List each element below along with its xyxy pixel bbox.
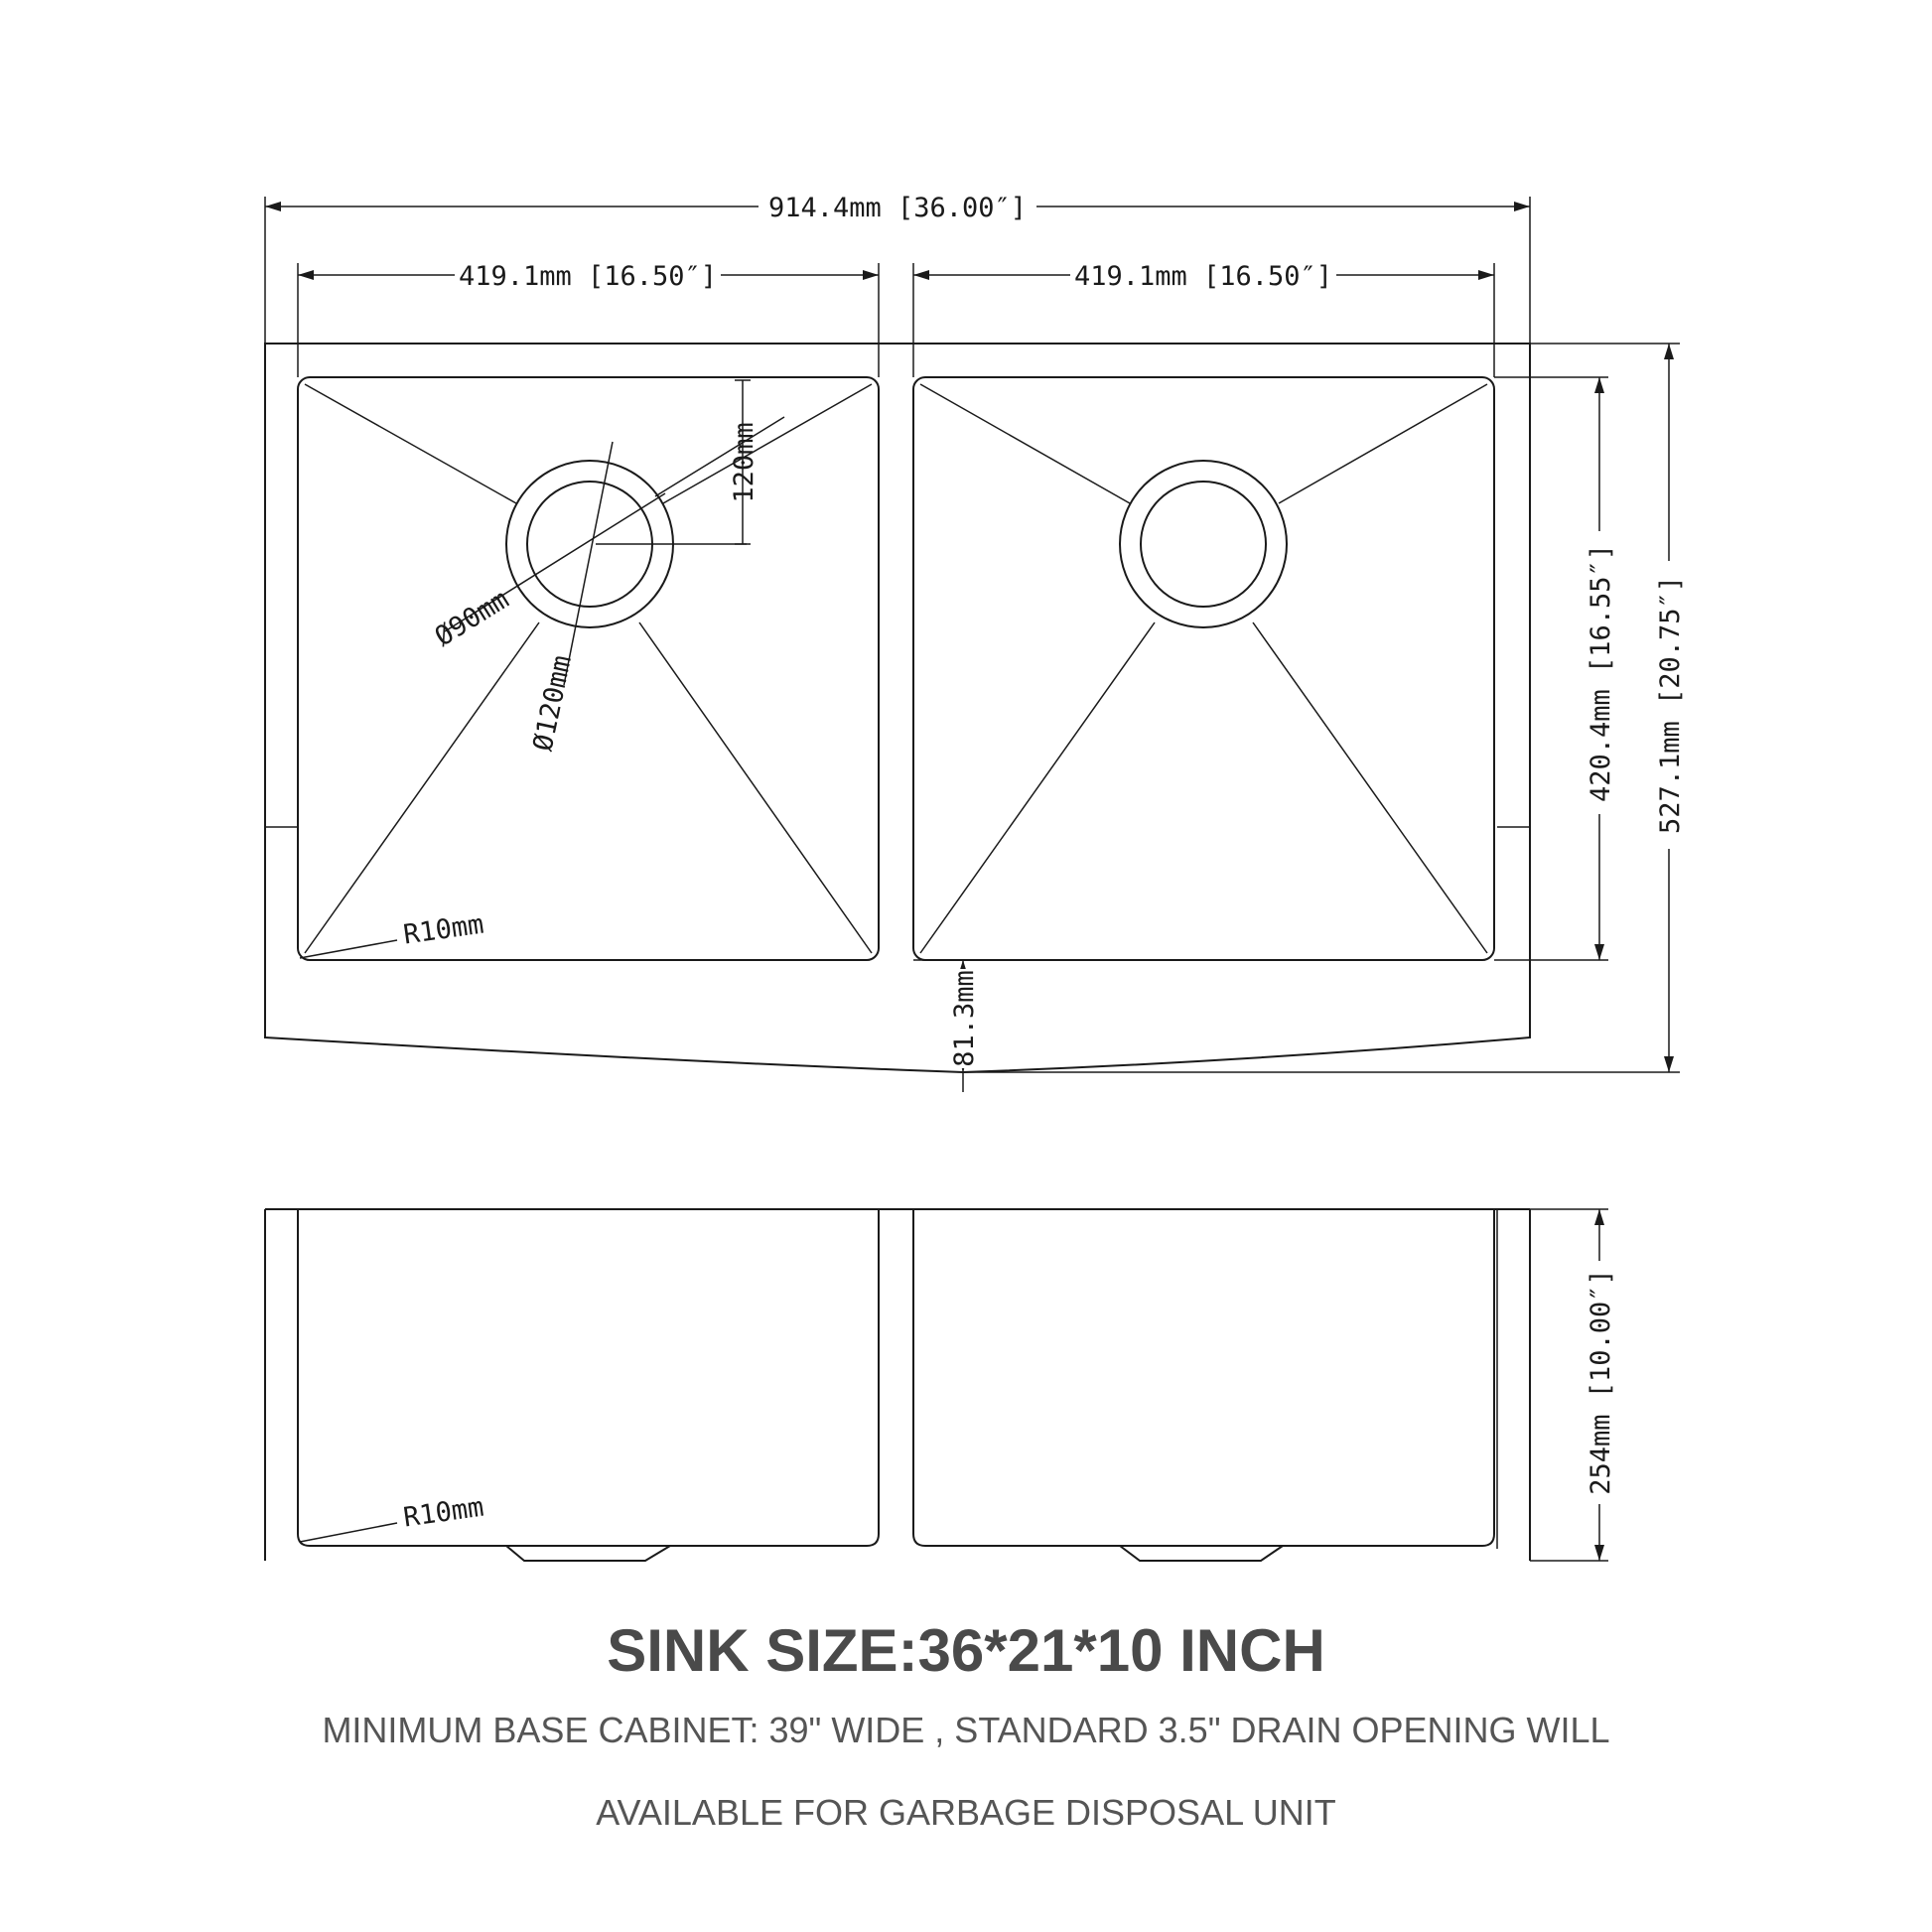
drain-offset-leader xyxy=(655,417,784,496)
drain-diameter-leader-outer xyxy=(564,442,613,685)
overall-width-arrow-left xyxy=(265,202,281,211)
corner-radius-leader-top xyxy=(300,940,397,958)
front-left-bowl xyxy=(298,1209,879,1546)
left-bowl-slope-bl xyxy=(305,622,539,953)
right-bowl-slope-br xyxy=(1253,622,1487,953)
left-bowl-outline xyxy=(298,377,879,960)
right-bowl-width-arrow-right xyxy=(1478,270,1494,280)
front-left-drain xyxy=(506,1546,670,1561)
left-bowl-slope-tl xyxy=(305,384,516,503)
right-bowl-slope-tl xyxy=(920,384,1130,503)
right-bowl-slope-tr xyxy=(1279,384,1487,503)
left-bowl-width-arrow-left xyxy=(298,270,314,280)
cabinet-note-line-1: MINIMUM BASE CABINET: 39" WIDE , STANDARD 3.5" DRAIN OPENING WILL xyxy=(322,1710,1610,1750)
corner-radius-leader-front xyxy=(300,1523,397,1542)
apron-height-label: 81.3mm xyxy=(949,970,980,1067)
left-bowl-slope-tr xyxy=(663,384,872,503)
bowl-length-label: 420.4mm [16.55″] xyxy=(1586,543,1616,803)
left-bowl-slope-br xyxy=(639,622,872,953)
depth-label: 254mm [10.00″] xyxy=(1586,1269,1616,1495)
sink-size-title: SINK SIZE:36*21*10 INCH xyxy=(607,1617,1325,1684)
left-bowl-width-label: 419.1mm [16.50″] xyxy=(458,261,718,292)
right-bowl-width-label: 419.1mm [16.50″] xyxy=(1073,261,1333,292)
left-bowl-width-arrow-right xyxy=(863,270,879,280)
bowl-length-arrow-top xyxy=(1594,377,1604,393)
drain-outer-diameter-label: Ø120mm xyxy=(527,652,578,755)
depth-arrow-top xyxy=(1594,1209,1604,1225)
sink-top-outline xyxy=(265,344,1530,1072)
overall-width-label: 914.4mm [36.00″] xyxy=(767,193,1028,223)
top-view xyxy=(265,189,1687,1092)
right-drain-inner xyxy=(1141,482,1266,607)
bowl-length-arrow-bottom xyxy=(1594,944,1604,960)
drain-inner-diameter-label: Ø90mm xyxy=(429,584,515,653)
corner-radius-top-label: R10mm xyxy=(401,908,486,951)
front-right-bowl xyxy=(913,1209,1494,1546)
right-bowl-outline xyxy=(913,377,1494,960)
right-drain-outer xyxy=(1120,461,1287,627)
front-right-drain xyxy=(1120,1546,1283,1561)
drain-offset-label: 120mm xyxy=(729,422,759,503)
overall-length-arrow-bottom xyxy=(1664,1056,1674,1072)
overall-length-label: 527.1mm [20.75″] xyxy=(1655,575,1686,835)
cabinet-note-line-2: AVAILABLE FOR GARBAGE DISPOSAL UNIT xyxy=(596,1792,1336,1833)
corner-radius-front-label: R10mm xyxy=(401,1491,486,1534)
right-bowl-width-arrow-left xyxy=(913,270,929,280)
overall-length-arrow-top xyxy=(1664,344,1674,359)
right-bowl-slope-bl xyxy=(920,622,1155,953)
depth-arrow-bottom xyxy=(1594,1545,1604,1561)
overall-width-arrow-right xyxy=(1514,202,1530,211)
